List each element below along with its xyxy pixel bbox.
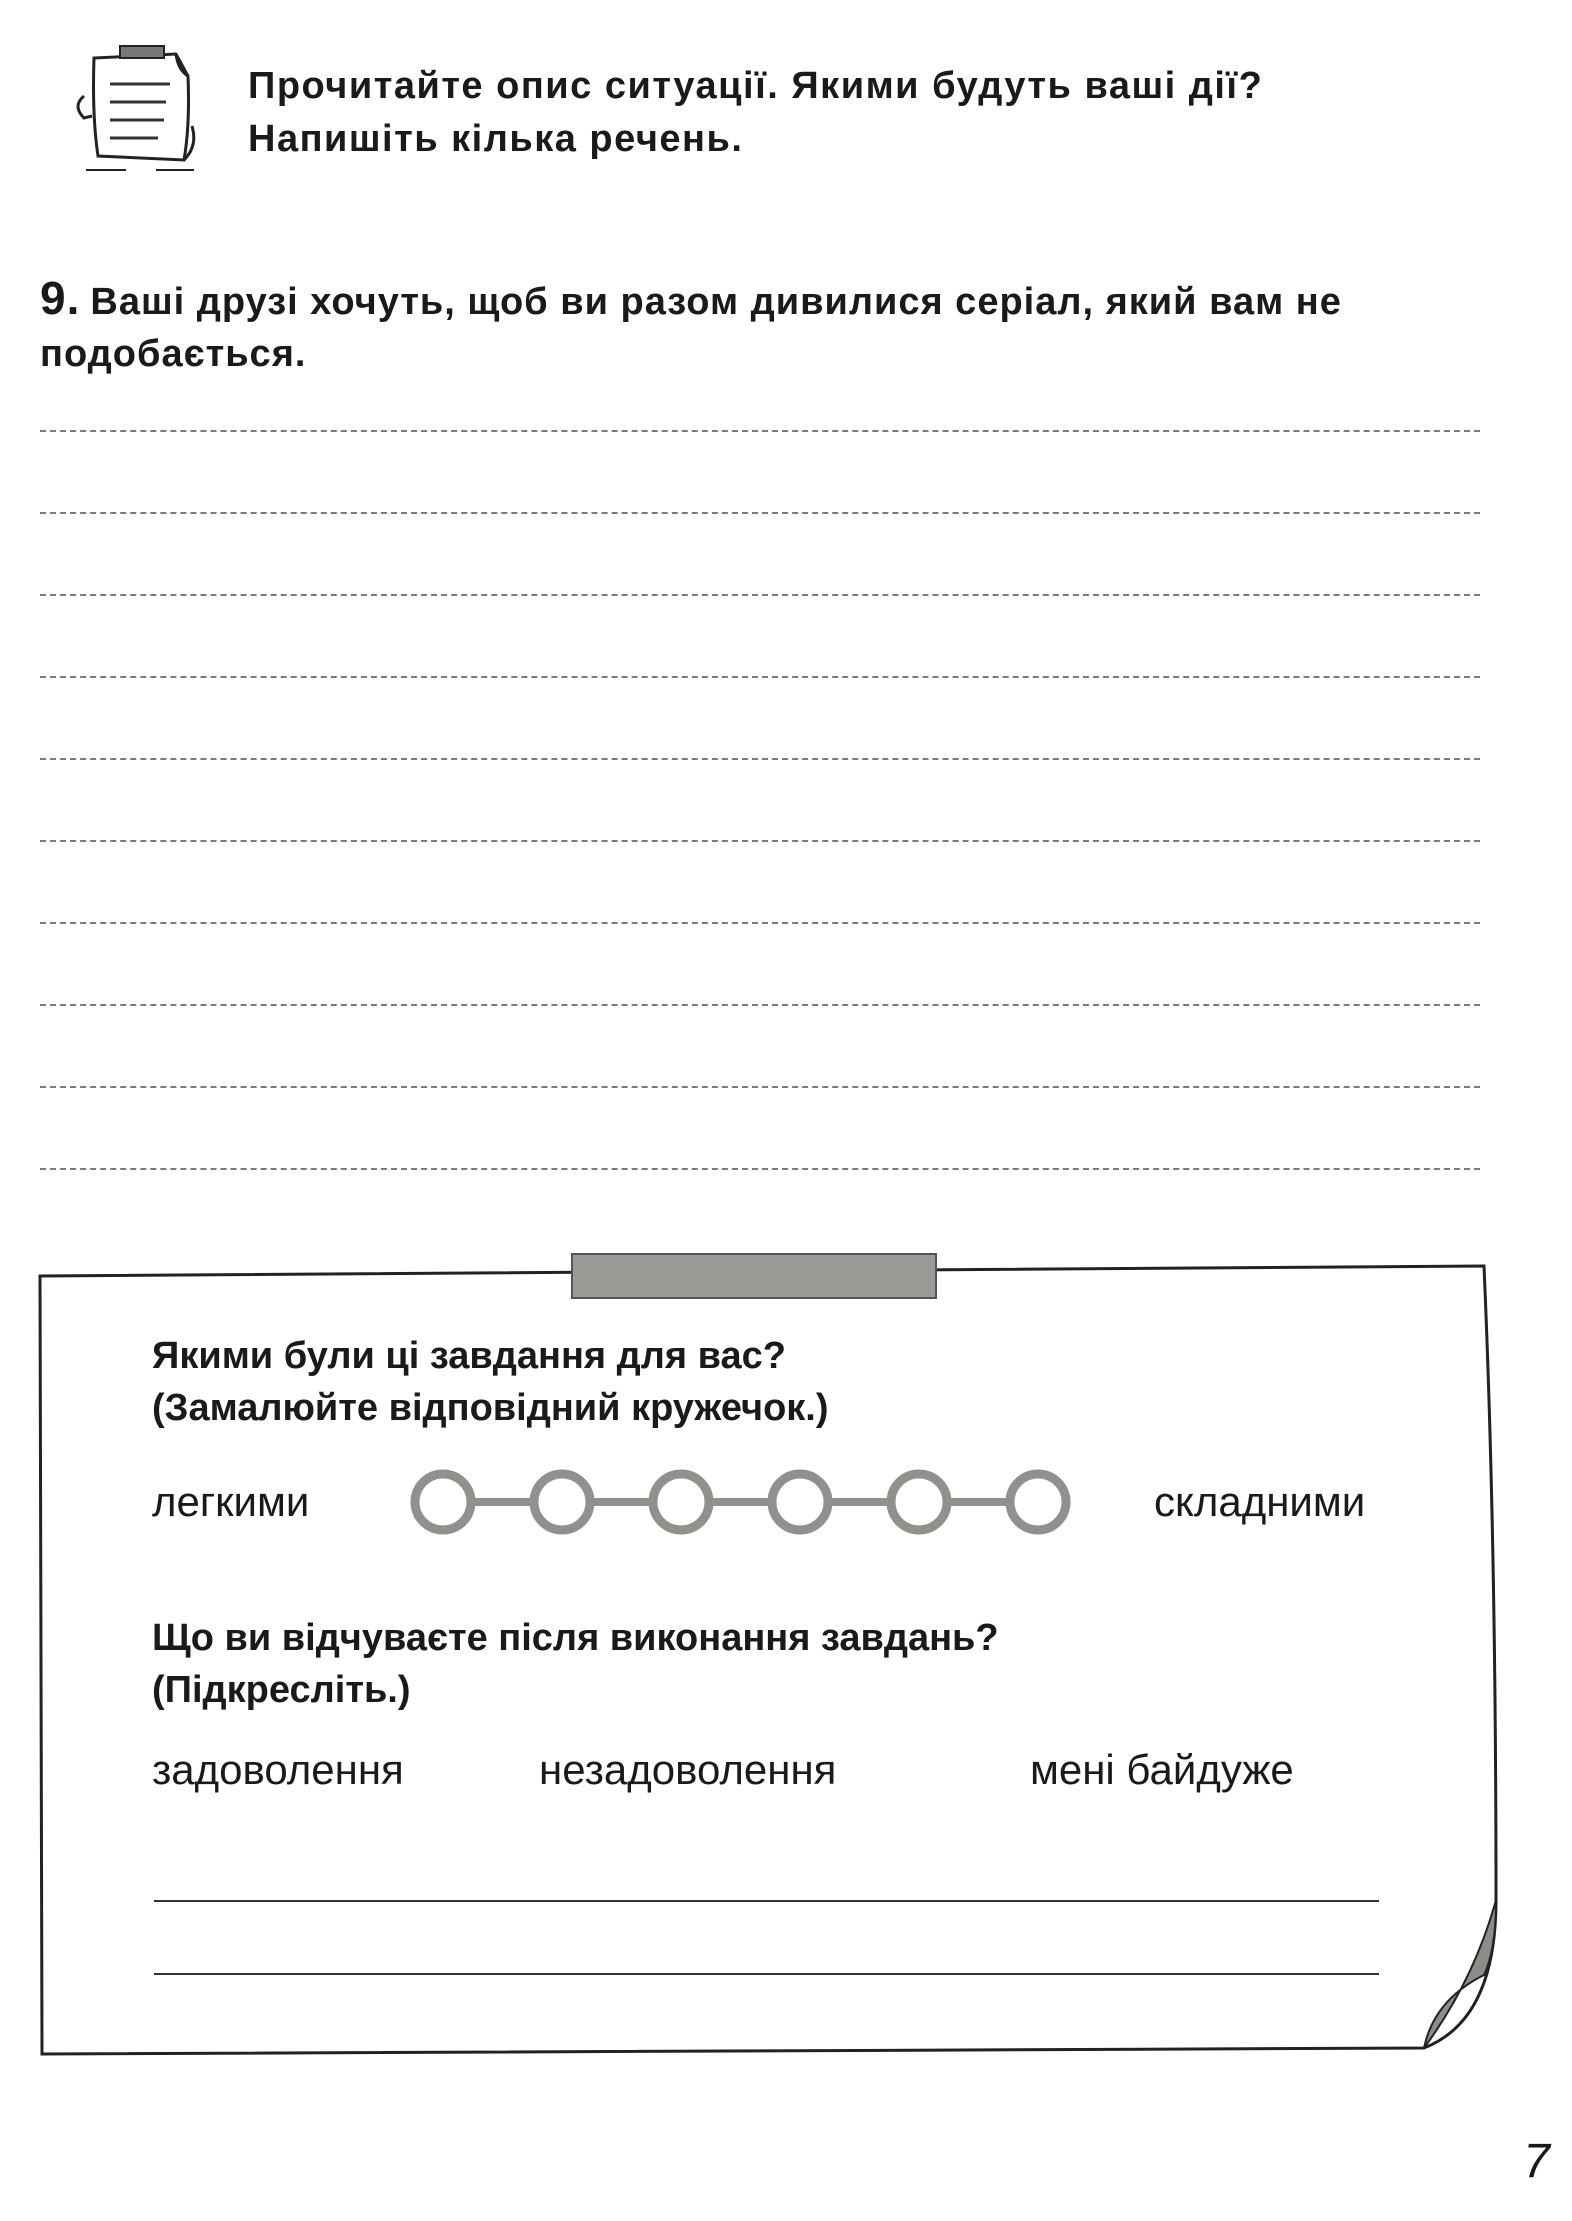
question-2 [152,1612,999,1716]
answer-line[interactable] [40,1086,1480,1088]
answer-line[interactable] [40,1004,1480,1006]
comment-line[interactable] [154,1900,1379,1902]
scale-circle-6[interactable] [1010,1474,1066,1530]
feeling-option-satisfied[interactable]: задоволення [152,1746,404,1793]
difficulty-scale [408,1467,1108,1537]
answer-line[interactable] [40,512,1480,514]
task-text: Ваші друзі хочуть, щоб ви разом дивилися серіал, який вам не подобається. [40,281,1342,375]
page-number: 7 [1523,2135,1550,2188]
scale-circle-1[interactable] [415,1474,471,1530]
notes-icon [66,36,216,176]
task-number: 9. [40,272,81,324]
task-9 [40,272,1520,380]
comment-line[interactable] [154,1973,1379,1975]
feeling-option-indifferent[interactable]: мені байдуже [1030,1746,1294,1793]
tape-icon [572,1254,936,1298]
question-1-line-2: (Замалюйте відповідний кружечок.) [152,1387,829,1429]
instruction-line-2: Напишіть кілька речень. [248,118,744,160]
scale-circle-5[interactable] [891,1474,947,1530]
instruction [248,60,1498,166]
instruction-line-1: Прочитайте опис ситуації. Якими будуть ваші дії? [248,65,1264,107]
answer-line[interactable] [40,1168,1480,1170]
question-1 [152,1330,829,1434]
scale-circle-3[interactable] [653,1474,709,1530]
question-2-line-1: Що ви відчуваєте після виконання завдань? [152,1617,999,1659]
question-2-line-2: (Підкресліть.) [152,1669,411,1711]
scale-label-hard: складними [1154,1478,1366,1525]
question-1-line-1: Якими були ці завдання для вас? [152,1335,786,1377]
scale-label-easy: легкими [152,1478,310,1525]
answer-line[interactable] [40,430,1480,432]
scale-circle-2[interactable] [534,1474,590,1530]
answer-line[interactable] [40,758,1480,760]
answer-line[interactable] [40,594,1480,596]
answer-line[interactable] [40,840,1480,842]
answer-line[interactable] [40,676,1480,678]
reflection-card [34,1240,1534,2060]
feeling-option-dissatisfied[interactable]: незадоволення [539,1746,837,1793]
answer-line[interactable] [40,922,1480,924]
scale-circle-4[interactable] [772,1474,828,1530]
